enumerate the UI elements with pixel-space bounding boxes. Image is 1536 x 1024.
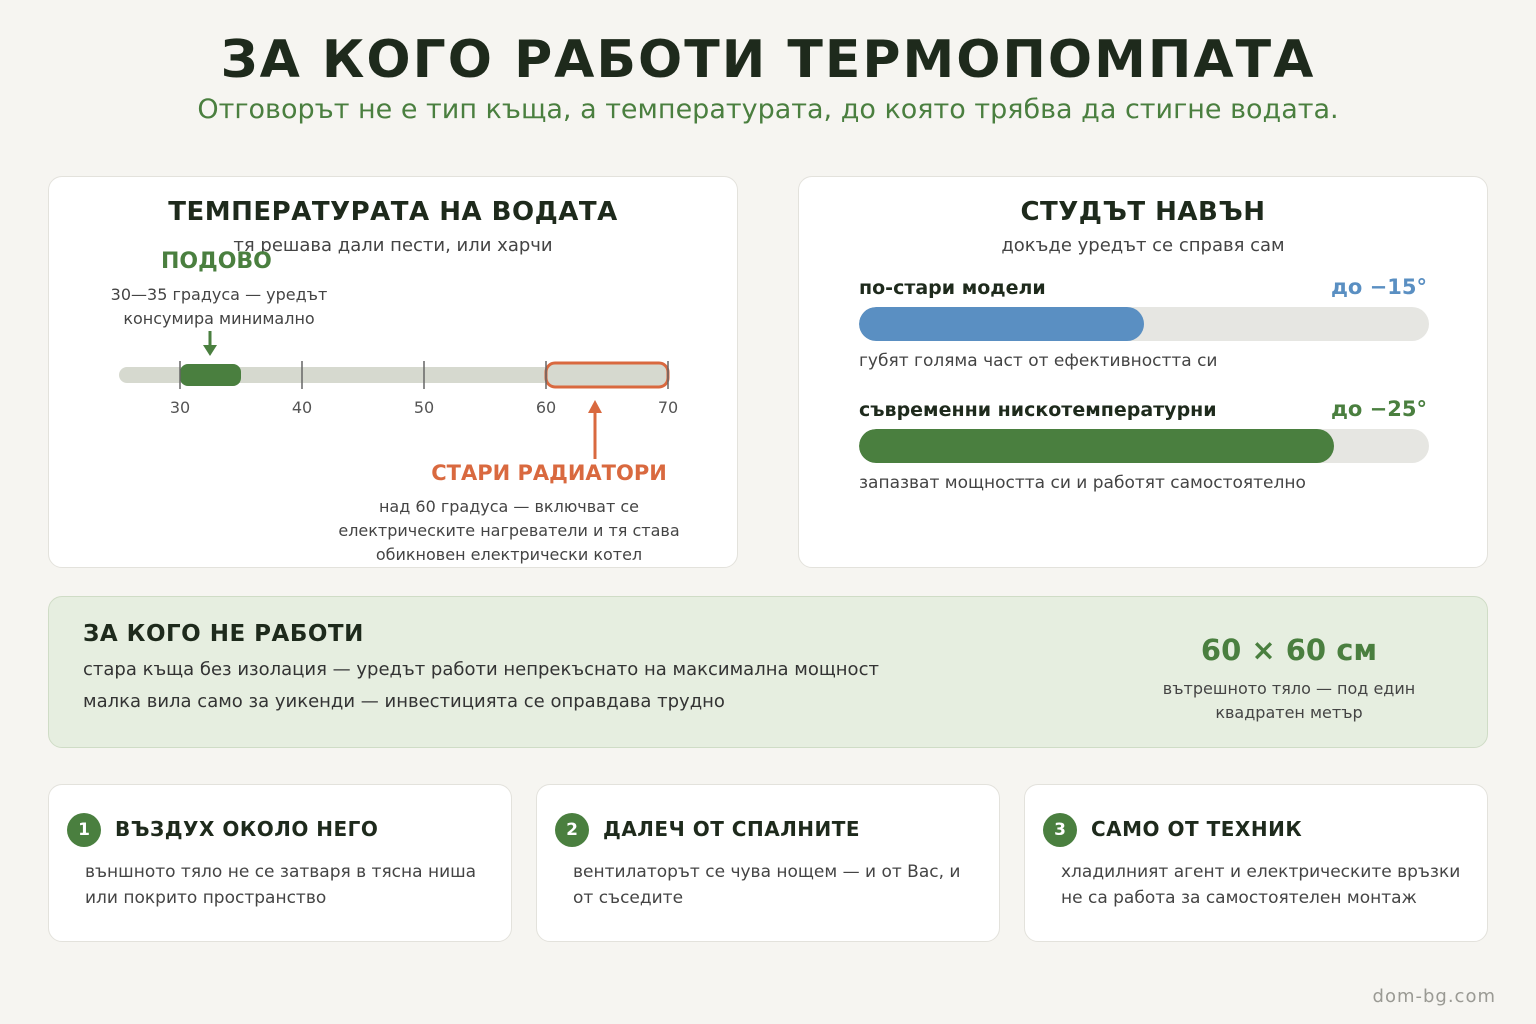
- scale-tick-label: 50: [413, 398, 435, 417]
- unit-size-value: 60 × 60 см: [1200, 633, 1378, 667]
- scale-tick-label: 60: [535, 398, 557, 417]
- modern-models-note: запазват мощността си и работят самостоятелно: [859, 473, 1306, 493]
- tip-text: външното тяло не се затваря в тясна ниша или покрито пространство: [85, 862, 477, 908]
- not-for-title: ЗА КОГО НЕ РАБОТИ: [83, 621, 364, 647]
- tip-title: ДАЛЕЧ ОТ СПАЛНИТЕ: [603, 817, 861, 841]
- page-title: ЗА КОГО РАБОТИ ТЕРМОПОМПАТА: [220, 30, 1316, 90]
- floor-arrow-icon: [203, 331, 217, 356]
- water-temp-card: [48, 176, 738, 568]
- tip-title: САМО ОТ ТЕХНИК: [1091, 817, 1303, 841]
- tip-number-badge: 2: [555, 813, 589, 847]
- water-temp-title: ТЕМПЕРАТУРАТА НА ВОДАТА: [168, 197, 618, 227]
- modern-models-track: [859, 429, 1429, 463]
- tip-text: хладилният агент и електрическите връзки не са работа за самостоятелен монтаж: [1061, 862, 1461, 908]
- cold-outside-card: [798, 176, 1488, 568]
- floor-range-bar: [180, 364, 241, 386]
- tip-number-badge: 3: [1043, 813, 1077, 847]
- page-subtitle: Отговорът не е тип къща, а температурата, до която трябва да стигне водата.: [197, 94, 1339, 125]
- old-radiators-label: СТАРИ РАДИАТОРИ: [431, 461, 667, 485]
- modern-models-label: съвременни нискотемпературни: [859, 399, 1217, 421]
- not-for-panel: [48, 596, 1488, 748]
- scale-tick-label: 40: [291, 398, 313, 417]
- old-models-value: до −15°: [1330, 275, 1427, 299]
- radiators-range-bar: [546, 363, 668, 387]
- not-for-line-2: малка вила само за уикенди — инвестицията се оправдава трудно: [83, 691, 725, 712]
- tip-text: вентилаторът се чува нощем — и от Вас, и от съседите: [573, 862, 961, 908]
- floor-heating-desc: 30—35 градуса — уредът консумира минимално: [110, 285, 328, 328]
- old-models-track: [859, 307, 1429, 341]
- cold-title: СТУДЪТ НАВЪН: [1020, 197, 1266, 227]
- tip-card-3: [1024, 784, 1488, 942]
- tip-title: ВЪЗДУХ ОКОЛО НЕГО: [115, 817, 379, 841]
- cold-subtitle: докъде уредът се справя сам: [1001, 235, 1285, 256]
- scale-tick-label: 70: [657, 398, 679, 417]
- old-models-bar: [859, 307, 1144, 341]
- scale-tick-label: 30: [169, 398, 191, 417]
- old-models-note: губят голяма част от ефективността си: [859, 351, 1218, 371]
- tip-card-1: [48, 784, 512, 942]
- old-radiators-desc: над 60 градуса — включват се електрическите нагреватели и тя става обикновен електрически котел: [338, 497, 680, 564]
- modern-models-value: до −25°: [1330, 397, 1427, 421]
- floor-heating-label: ПОДОВО: [161, 249, 272, 274]
- not-for-line-1: стара къща без изолация — уредът работи непрекъснато на максимална мощност: [83, 659, 879, 680]
- old-models-label: по-стари модели: [859, 277, 1046, 299]
- tip-number-badge: 1: [67, 813, 101, 847]
- water-temp-subtitle: тя решава дали пести, или харчи: [233, 235, 553, 256]
- tip-card-2: [536, 784, 1000, 942]
- unit-size-note: вътрешното тяло — под един квадратен метър: [1162, 679, 1416, 722]
- footer-site: dom-bg.com: [1372, 986, 1496, 1007]
- modern-models-bar: [859, 429, 1334, 463]
- radiators-arrow-icon: [588, 400, 602, 459]
